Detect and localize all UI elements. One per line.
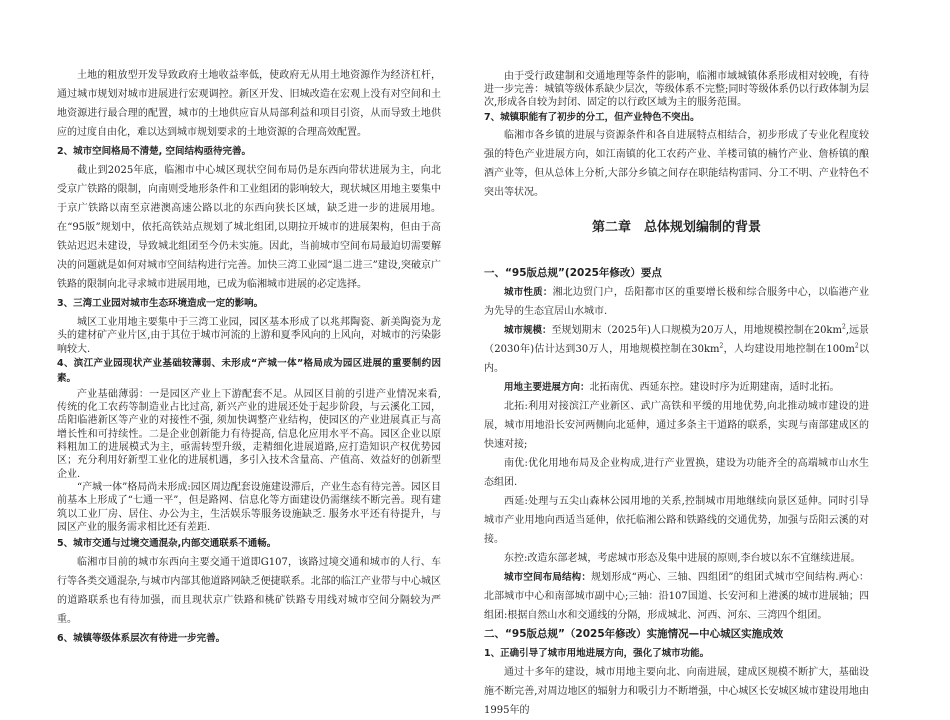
- heading-sanwan-industrial-park: 3、三湾工业园对城市生态环境造成一定的影响。: [57, 298, 264, 309]
- text-city-scale-1: 至规划期末（2025年)人口规模为20万人，用地规模控制在20km: [551, 325, 842, 336]
- label-development-direction: 用地主要进展方向：: [504, 382, 590, 393]
- superscript-2: 2: [719, 342, 724, 350]
- text-city-nature: 湘北边贸门户，岳阳都市区的重要增长极和综合服务中心，以临港产业为先导的生态宜居山水城市.: [484, 287, 869, 317]
- paragraph-city-scale: [484, 321, 869, 378]
- paragraph-north-expansion: 北拓:利用对接滨江产业新区、武广高铁和平缓的用地优势,向北推动城市建设的进展，城市用地沿长安河两侧向北延伸，通过多条主干道路的联系，实现与南部建成区的快速对接;: [484, 401, 869, 450]
- text-city-scale-4: 以内。: [484, 344, 870, 374]
- subheading-land-direction: 1、正确引导了城市用地进展方向，强化了城市功能。: [484, 648, 710, 659]
- paragraph-town-hierarchy: 由于受行政建制和交通地理等条件的影响，临湘市域城镇体系形成相对较晚，有待进一步完善：城镇等级体系缺少层次，等级体系不完整;同时等级体系仍以行政体制为层次,形成各自较为封闭、固定的以行政区域为主的服务范围。: [484, 71, 869, 108]
- paragraph-spatial-structure: [484, 568, 869, 625]
- text-city-scale-2: ,远景（2030年)估计达到30万人，用地规模控制在30km: [484, 325, 869, 355]
- paragraph-town-functions: 临湘市各乡镇的进展与资源条件和各自进展特点相结合，初步形成了专业化程度较强的特色产业进展方向，如江南镇的化工农药产业、羊楼司镇的楠竹产业、詹桥镇的酿酒产业等，但从总体上分析,大部分乡镇之间存在职能结构雷同、分工不明、产业特色不突出等状况。: [484, 130, 869, 198]
- right-column: [484, 66, 869, 720]
- heading-spatial-layout: 2、城市空间格局不清楚, 空间结构亟待完善。: [57, 146, 252, 157]
- paragraph-city-nature: [484, 283, 869, 321]
- paragraph-west-extension: 西延:处理与五尖山森林公园用地的关系,控制城市用地继续向景区延伸。同时引导城市产业用地向西适当延伸，依托临湘公路和铁路线的交通优势，加强与岳阳云溪的对接。: [484, 496, 869, 545]
- paragraph-development-direction: [484, 378, 869, 397]
- text-development-direction: 北拓南优、西延东控。建设时序为近期建南，适时北拓。: [589, 382, 840, 393]
- paragraph-industrial-base: 产业基础薄弱：一是园区产业上下游配套不足。从园区目前的引进产业情况来看, 传统的化工农药等制造业占比过高, 新兴产业的进展还处于起步阶段，与云溪化工园，岳阳临港新区等产业的对接性不强, 须加快调整产业结构，使园区的产业进展真正与高增长性和可持续性。二是企业创新能力有待提高, 信息化应用水平不高。园区企业以原料粗加工的进展模式为主，亟需转型升级，走精细化进展道路,应打造知识产权优势园区；充分利用好新型工业化的进展机遇，多引入技术含量高、产值高、效益好的创新型企业.: [57, 388, 441, 480]
- paragraph-south-optimization: 南优:优化用地布局及企业构成,进行产业置换，建设为功能齐全的高端城市山水生态组团.: [484, 458, 869, 488]
- text-spatial-structure: 规划形成“两心、三轴、四组团”的组团式城市空间结构.两心：北部城市中心和南部城市副中心;三轴：沿107国道、长安河和上港溪的城市进展轴；四组团:根据自然山水和交通线的分隔，形成城北、河西、河东、三湾四个组团。: [484, 572, 869, 621]
- paragraph-implementation: 通过十多年的建设，城市用地主要向北、向南进展，建成区规模不断扩大，基础设施不断完善,对周边地区的辐射力和吸引力不断增强，中心城区长安城区城市建设用地由1995年的: [484, 667, 869, 716]
- label-spatial-structure: 城市空间布局结构：: [504, 572, 591, 583]
- section-heading-implementation: 二、“95版总规”（2025年修改）实施情况—中心城区实施成效: [484, 628, 784, 640]
- heading-town-hierarchy: 6、城镇等级体系层次有待进一步完善。: [57, 633, 226, 645]
- paragraph-spatial-layout: 截止到2025年底，临湘市中心城区现状空间布局仍是东西向带状进展为主，向北受京广铁路的限制，向南则受地形条件和工业组团的影响较大，现状城区用地主要集中于京广铁路以南至京港澳高速公路以北的东西向狭长区域，缺乏进一步的进展用地。在“95版”规划中，依托高铁站点规划了城北组团,以期拉开城市的进展架构，但由于高铁站迟迟未建设，导致城北组团至今仍未实施。因此，当前城市空间布局最迫切需要解决的问题就是如何对城市空间结构进行完善。加快三湾工业园“退二进三”建设,突破京广铁路的限制向北寻求城市进展用地，已成为临湘城市进展的必定选择。: [57, 165, 441, 290]
- heading-traffic: 5、城市交通与过境交通混杂,内部交通联系不通畅。: [57, 538, 277, 550]
- left-column: [57, 66, 441, 648]
- paragraph-traffic: 临湘市目前的城市东西向主要交通干道即G107，该路过境交通和城市的人行、车行等各类交通混杂,与城市内部其他道路网缺乏便捷联系。北部的临江产业带与中心城区的道路联系也有待加强，而且现状京广铁路和桃矿铁路专用线对城市空间分隔较为严重。: [57, 557, 441, 626]
- paragraph-land-use: 土地的粗放型开发导致政府土地收益率低，使政府无从用土地资源作为经济杠杆，通过城市规划对城市进展进行宏观调控。新区开发、旧城改造在宏观上没有对空间和土地资源进行最合理的配置，城市的土地供应盲从局部利益和项目引资，从而导致土地供应的过度自由化，难以达到城市规划要求的土地资源的合理高效配置。: [57, 70, 441, 138]
- label-city-nature: 城市性质：: [504, 287, 553, 298]
- chapter-title: 第二章 总体规划编制的背景: [591, 220, 761, 235]
- section-heading-key-points: 一、“95版总规”(2025年修改）要点: [484, 267, 662, 279]
- heading-town-functions: 7、城镇职能有了初步的分工，但产业特色不突出。: [484, 112, 700, 123]
- superscript-1: 2: [841, 323, 846, 331]
- paragraph-city-industry-integration: “产城一体”格局尚未形成:园区周边配套设施建设滞后，产业生态有待完善。园区目前基本上形成了“七通一平”，但是路网、信息化等方面建设仍需继续不断完善。现有建筑以工业厂房、居住、办公为主，生活娱乐等服务设施缺乏. 服务水平还有待提升，与园区产业的服务需求相比还有差距.: [57, 481, 441, 533]
- superscript-3: 2: [854, 342, 859, 350]
- paragraph-sanwan-industrial-park: 城区工业用地主要集中于三湾工业园，园区基本形成了以兆邦陶瓷、新美陶瓷为龙头的建材矿产业片区,由于其位于城市河流的上游和夏季风向的上风向，对城市的污染影响较大.: [57, 317, 441, 355]
- heading-binjiang-park: 4、滨江产业园现状产业基础较薄弱、未形成“产城一体”格局成为园区进展的重要制约因素。: [57, 357, 441, 384]
- text-city-scale-3: ，人均建设用地控制在100m: [723, 344, 855, 355]
- label-city-scale: 城市规模：: [504, 325, 552, 336]
- paragraph-east-control: 东控:改造东部老城，考虑城市形态及集中进展的原则,李台坡以东不宜继续进展。: [504, 553, 861, 564]
